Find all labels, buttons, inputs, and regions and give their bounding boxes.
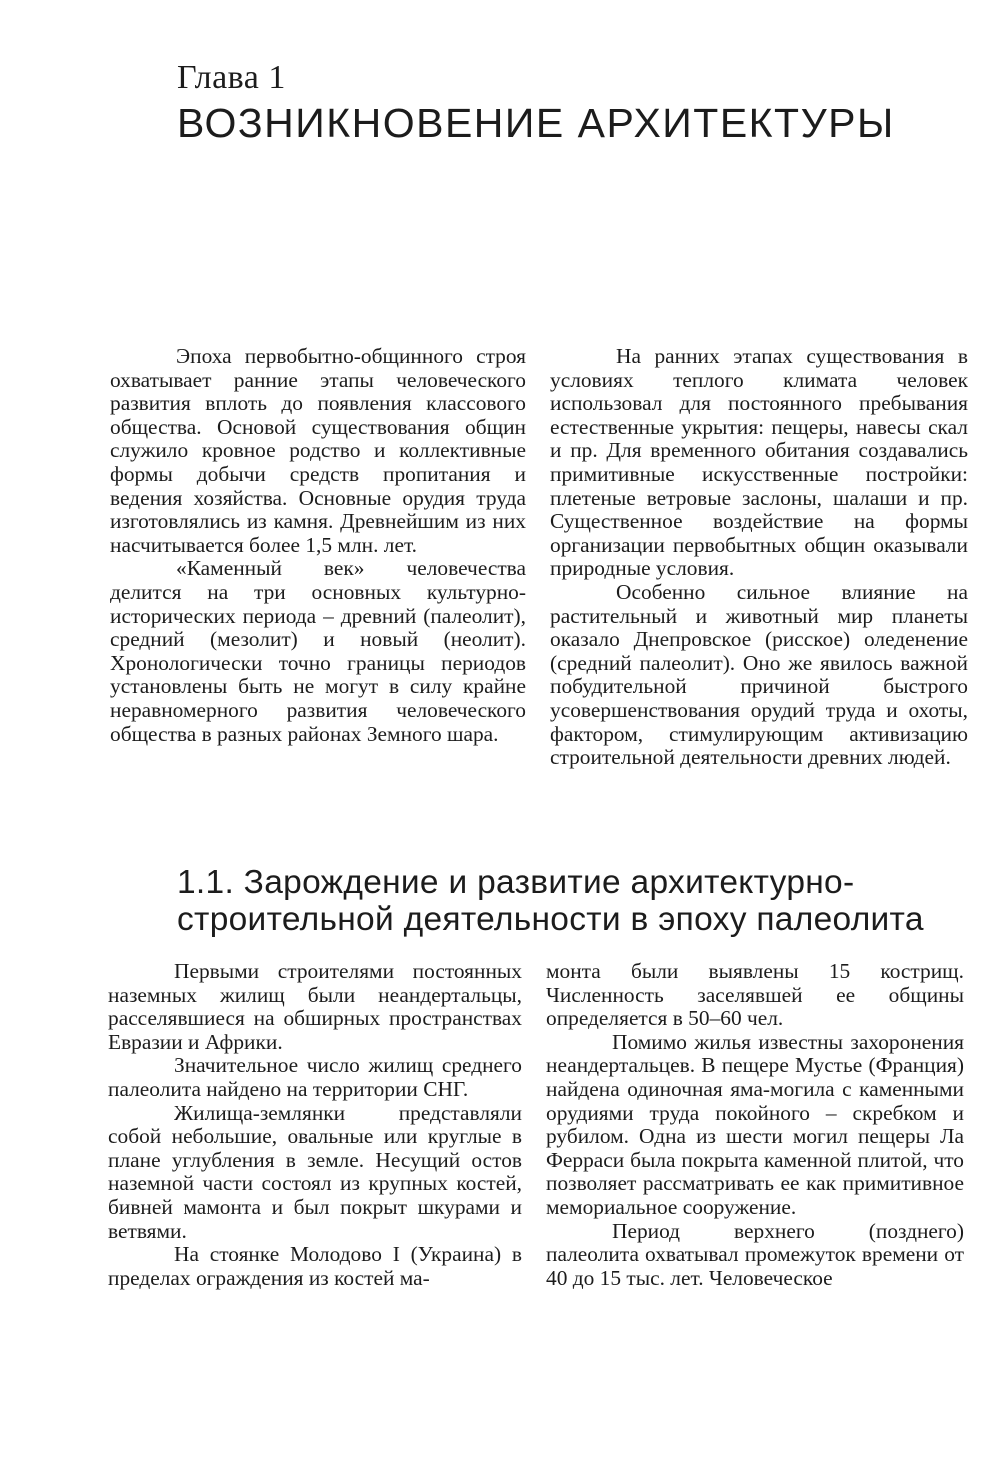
paragraph: На стоянке Молодово I (Украина) в пределах ограждения из костей ма- [108, 1242, 522, 1290]
section-right-column [546, 960, 964, 1290]
section-title [177, 864, 977, 938]
paragraph: «Каменный век» человечества делится на три основных культурно-исторических периода – древний (палеолит), средний (мезолит) и новый (неолит). Хронологически точно границы периодов установлены быть не могут в силу крайне неравномерного развития человеческого общества в разных районах Земного шара. [110, 556, 526, 746]
paragraph: Особенно сильное влияние на растительный и животный мир планеты оказало Днепровское (рисское) оледенение (средний палеолит). Оно же явилось важной побудительной причиной быстрого усовершенствования орудий труда и охоты, фактором, стимулирующим активизацию строительной деятельности древних людей. [550, 579, 968, 770]
section-left-column [108, 960, 522, 1290]
section-title-line-2: строительной деятельности в эпоху палеолита [177, 901, 924, 938]
section-title-line-1: 1.1. Зарождение и развитие архитектурно- [177, 864, 855, 901]
intro-right-column [550, 345, 968, 770]
paragraph-continued: монта были выявлены 15 кострищ. Численность заселявшей ее общины определяется в 50–60 чел. [546, 959, 964, 1031]
paragraph: На ранних этапах существования в условиях теплого климата человек использовал для постоянного пребывания естественные укрытия: пещеры, навесы скал и пр. Для временного обитания создавались примитивные искусственные постройки: плетеные ветровые заслоны, шалаши и пр. Существенное воздействие на формы организации первобытных общин оказывали природные условия. [550, 344, 968, 581]
paragraph: Период верхнего (позднего) палеолита охватывал промежуток времени от 40 до 15 тыс. лет. Человеческое [546, 1218, 964, 1290]
chapter-label: Глава 1 [177, 59, 286, 96]
intro-left-column [110, 345, 526, 746]
paragraph: Помимо жилья известны захоронения неандертальцев. В пещере Мустье (Франция) найдена одиночная яма-могила с каменными орудиями труда покойного – скребком и рубилом. Одна из шести могил пещеры Ла Ферраси была покрыта каменной плитой, что позволяет рассматривать ее как примитивное мемориальное сооружение. [546, 1029, 964, 1219]
paragraph: Значительное число жилищ среднего палеолита найдено на территории СНГ. [108, 1053, 522, 1101]
chapter-title: ВОЗНИКНОВЕНИЕ АРХИТЕКТУРЫ [177, 100, 895, 146]
paragraph: Первыми строителями постоянных наземных жилищ были неандертальцы, расселявшиеся на обширных пространствах Евразии и Африки. [108, 959, 522, 1054]
paragraph: Жилища-землянки представляли собой небольшие, овальные или круглые в плане углубления в земле. Несущий остов наземной части состоял из крупных костей, бивней мамонта и был покрыт шкурами и ветвями. [108, 1100, 522, 1243]
paragraph: Эпоха первобытно-общинного строя охватывает ранние этапы человеческого развития вплоть до появления классового общества. Основой существования общин служило кровное родство и коллективные формы добычи средств пропитания и ведения хозяйства. Основные орудия труда изготовлялись из камня. Древнейшим из них насчитывается более 1,5 млн. лет. [110, 344, 526, 557]
